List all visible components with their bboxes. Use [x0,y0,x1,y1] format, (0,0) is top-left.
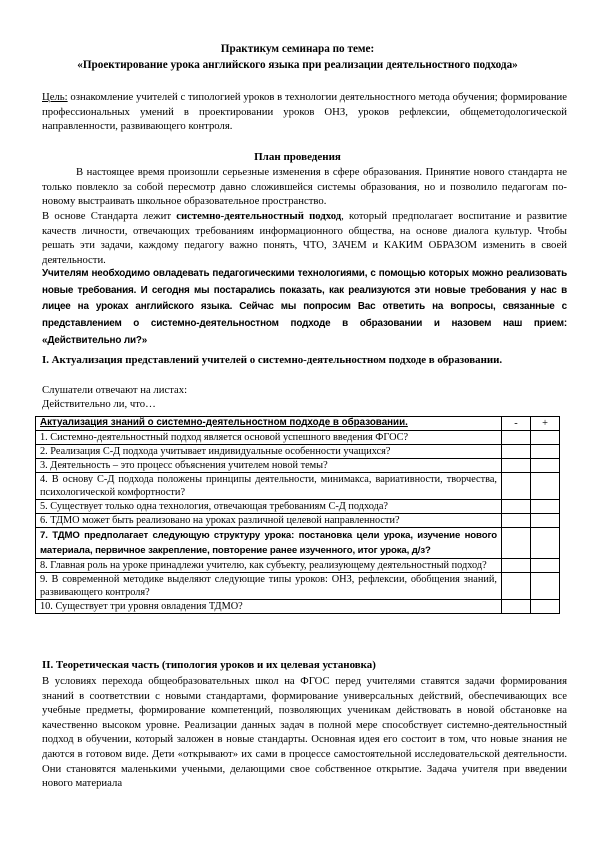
section-1-line-2: Действительно ли, что… [42,398,156,410]
quiz-minus-cell[interactable] [502,445,531,459]
plan-title: План проведения [254,151,341,163]
quiz-minus-cell[interactable] [502,473,531,500]
quiz-minus-cell[interactable] [502,559,531,573]
quiz-plus-cell[interactable] [531,600,560,614]
goal-paragraph [42,90,567,134]
section-1-line-1: Слушатели отвечают на листах: [42,384,188,396]
quiz-question: 6. ТДМО может быть реализовано на уроках различной целевой направленности? [36,514,502,528]
quiz-plus-cell[interactable] [531,559,560,573]
quiz-plus-cell[interactable] [531,528,560,559]
quiz-plus-cell[interactable] [531,459,560,473]
quiz-minus-cell[interactable] [502,459,531,473]
quiz-question: 10. Существует три уровня овладения ТДМО? [36,600,502,614]
quiz-minus-cell[interactable] [502,500,531,514]
quiz-plus-header: + [531,417,560,431]
quiz-question: 5. Существует только одна технология, отвечающая требованиям С-Д подхода? [36,500,502,514]
plan-paragraph-1-text: В настоящее время произошли серьезные изменения в сфере образования. Принятие нового стандарта не только повлекло за собой пересмотр давно сложившейся системы образования, но и позволило педагогам по-новому выстраивать школьное образовательное пространство. [42,166,567,208]
section-1-title: I. Актуализация представлений учителей о системно-деятельностном подходе в образовании. [42,354,503,366]
goal-label: Цель: [42,91,68,103]
document-title-line1: Практикум семинара по теме: [220,43,375,55]
quiz-question: 4. В основу С-Д подхода положены принципы деятельности, минимакса, вариативности, творчества, психологической комфортности? [36,473,502,500]
plan-paragraph-2 [42,209,567,267]
quiz-question: 2. Реализация С-Д подхода учитывает индивидуальные особенности учащихся? [36,445,502,459]
quiz-plus-cell[interactable] [531,445,560,459]
quiz-minus-cell[interactable] [502,528,531,559]
table-row [36,514,560,528]
quiz-plus-cell[interactable] [531,514,560,528]
goal-text: ознакомление учителей с типологией уроков в технологии деятельностного метода обучения; формирование профессиональных умений в проектировании уроков ОНЗ, уроков рефлексии, общеметодологической направленности, развивающего контроля. [42,91,567,133]
plan-paragraph-2-bold: системно-деятельностный подход [176,210,342,222]
table-row [36,573,560,600]
plan-paragraph-2-start: В основе Стандарта лежит [42,210,177,222]
table-row [36,431,560,445]
table-row [36,500,560,514]
quiz-header: Актуализация знаний о системно-деятельностном подходе в образовании. [36,417,502,431]
table-row [36,600,560,614]
quiz-question: 9. В современной методике выделяют следующие типы уроков: ОНЗ, рефлексии, обобщения знаний, развивающего контроля? [36,573,502,600]
quiz-question: 7. ТДМО предполагает следующую структуру урока: постановка цели урока, изучение нового материала, первичное закрепление, повторение ранее изученного, итог урока, д/з? [36,528,502,559]
quiz-table [35,416,560,614]
quiz-minus-header: - [502,417,531,431]
section-2-title: II. Теоретическая часть (типология уроков и их целевая установка) [42,659,376,671]
section-2-paragraph: В условиях перехода общеобразовательных школ на ФГОС перед учителями ставятся задачи формирования знаний в соответствии с новыми стандартами, формирование универсальных действий, обеспечивающих все учебные предметы, формирование компетенций, позволяющих ученикам действовать в новой обстановке на качественно высоком уровне. Реализации данных задач в полной мере способствует системно-деятельностный подход в обучении, который заложен в новые стандарты. Основная идея его состоит в том, что новые знания не даются в готовом виде. Дети «открывают» их сами в процессе самостоятельной исследовательской деятельности. Они становятся маленькими учеными, делающими свое собственное открытие. Задача учителя при введении нового материала [42,675,567,790]
quiz-question: 1. Системно-деятельностный подход является основой успешного введения ФГОС? [36,431,502,445]
table-row [36,459,560,473]
table-row [36,473,560,500]
quiz-minus-cell[interactable] [502,514,531,528]
quiz-minus-cell[interactable] [502,573,531,600]
quiz-minus-cell[interactable] [502,600,531,614]
document-title-line2: «Проектирование урока английского языка при реализации деятельностного подхода» [77,59,518,71]
quiz-plus-cell[interactable] [531,473,560,500]
plan-paragraph-3: Учителям необходимо овладевать педагогическими технологиями, с помощью которых можно реализовать новые требования. И сегодня мы постарались показать, как реализуются эти новые требования у нас в лицее на уроках английского языка. Сейчас мы попросим Вас ответить на вопросы, связанные с представлением о системно-деятельностном подходе в образовании и назовем наш прием: «Действительно ли?» [42,268,567,346]
quiz-plus-cell[interactable] [531,431,560,445]
table-row [36,528,560,559]
table-row [36,445,560,459]
plan-paragraph-1 [42,165,567,209]
quiz-minus-cell[interactable] [502,431,531,445]
quiz-plus-cell[interactable] [531,573,560,600]
table-row [36,559,560,573]
plan-paragraph-2-end: , который предполагает воспитание и развитие качеств личности, отвечающих требованиям информационного общества, на основе диалога культур. Чтобы решать эти задачи, каждому педагогу важно понять, ЧТО, ЗАЧЕМ и КАКИМ ОБРАЗОМ изменить в своей деятельности. [42,210,567,266]
quiz-plus-cell[interactable] [531,500,560,514]
quiz-question: 3. Деятельность – это процесс объяснения учителем новой темы? [36,459,502,473]
quiz-question: 8. Главная роль на уроке принадлежи учителю, как субъекту, реализующему деятельностный подход? [36,559,502,573]
quiz-header-row [36,417,560,431]
